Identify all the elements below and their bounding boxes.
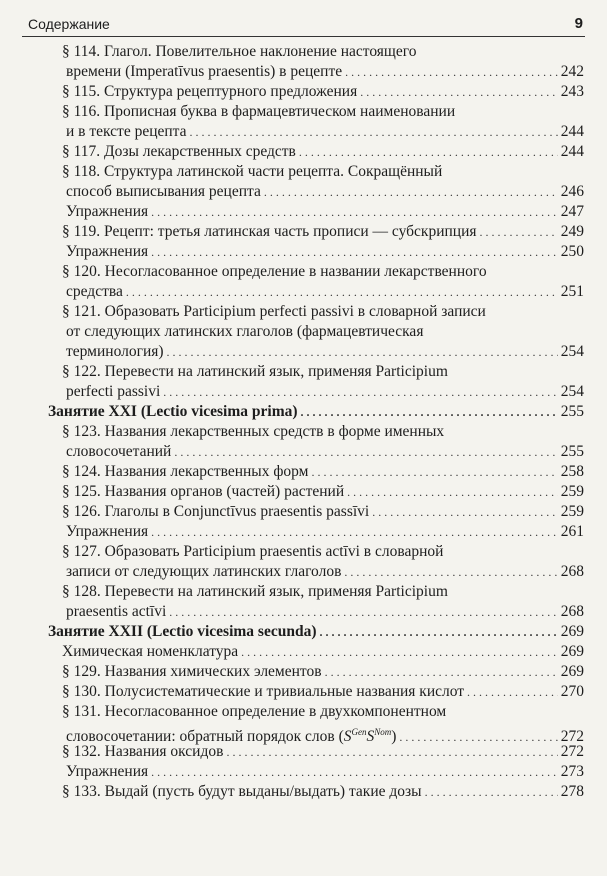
toc-entry-text: словосочетании: обратный порядок слов $(S^{Gen}S^{Nom})$ — [66, 727, 397, 746]
dot-leader — [299, 142, 558, 162]
toc-page-number: 249 — [560, 223, 584, 240]
toc-entry-127[interactable] — [44, 542, 584, 582]
dot-leader — [344, 562, 557, 582]
toc-entry-text: § 127. Образовать Participium praesentis actīvi в словарной — [62, 543, 444, 560]
toc-page-number: 255 — [560, 443, 584, 460]
dot-leader — [264, 182, 558, 202]
dot-leader — [169, 602, 557, 622]
toc-page-number: 254 — [560, 383, 584, 400]
page-header — [22, 14, 585, 37]
toc-page-number: 272 — [560, 728, 584, 746]
toc-page-number: 246 — [560, 183, 584, 200]
toc-page-number: 259 — [560, 503, 584, 520]
toc-page-number: 272 — [560, 743, 584, 760]
toc-page-number: 255 — [560, 403, 584, 420]
dot-leader — [190, 122, 558, 142]
toc-page-number: 273 — [560, 763, 584, 780]
toc-entry-114[interactable] — [44, 42, 584, 82]
toc-entry-131[interactable] — [44, 702, 584, 746]
toc-page-number: 269 — [560, 643, 584, 660]
toc-entry-text: § 132. Названия оксидов — [62, 743, 224, 760]
toc-entry-132[interactable] — [44, 742, 584, 762]
toc-entry-text: способ выписывания рецепта — [66, 183, 261, 200]
dot-leader — [174, 442, 557, 462]
toc-page-number: 251 — [560, 283, 584, 300]
toc-page-number: 268 — [560, 563, 584, 580]
dot-leader — [301, 402, 558, 422]
toc-page-number: 268 — [560, 603, 584, 620]
toc-entry-text: § 114. Глагол. Повелительное наклонение настоящего — [62, 43, 417, 60]
toc-entry-133[interactable] — [44, 782, 584, 802]
toc-entry-126[interactable] — [44, 502, 584, 522]
toc-entry-text: средства — [66, 283, 123, 300]
toc-entry-128[interactable] — [44, 582, 584, 622]
toc-entry-116[interactable] — [44, 102, 584, 142]
toc-entry-exercises[interactable] — [44, 202, 584, 222]
toc-entry-exercises[interactable] — [44, 762, 584, 782]
toc-entry-125[interactable] — [44, 482, 584, 502]
toc-page-number: 259 — [560, 483, 584, 500]
toc-page-number: 269 — [560, 623, 584, 640]
toc-chapter-22[interactable] — [44, 622, 584, 642]
toc-entry-text: § 131. Несогласованное определение в двухкомпонентном — [62, 703, 447, 720]
dot-leader — [345, 62, 558, 82]
toc-entry-text: Химическая номенклатура — [62, 643, 239, 660]
toc-entry-text: § 122. Перевести на латинский язык, применяя Participium — [62, 363, 448, 380]
toc-entry-text: от следующих латинских глаголов (фармацевтическая — [66, 323, 424, 340]
toc-page-number: 242 — [560, 63, 584, 80]
dot-leader — [311, 462, 557, 482]
toc-entry-text: и в тексте рецепта — [66, 123, 187, 140]
dot-leader — [325, 662, 558, 682]
dot-leader — [241, 642, 558, 662]
toc-entry-text: § 121. Образовать Participium perfecti passivi в словарной записи — [62, 303, 486, 320]
toc-entry-124[interactable] — [44, 462, 584, 482]
toc-entry-122[interactable] — [44, 362, 584, 402]
table-of-contents — [44, 42, 584, 802]
toc-chapter-21[interactable] — [44, 402, 584, 422]
toc-entry-text: § 118. Структура латинской части рецепта. Сокращённый — [62, 163, 443, 180]
dot-leader — [347, 482, 558, 502]
toc-entry-123[interactable] — [44, 422, 584, 462]
dot-leader — [163, 382, 557, 402]
toc-entry-text: терминология) — [66, 343, 164, 360]
dot-leader — [467, 682, 558, 702]
toc-page-number: 261 — [560, 523, 584, 540]
toc-entry-130[interactable] — [44, 682, 584, 702]
toc-page-number: 270 — [560, 683, 584, 700]
toc-page-number: 244 — [560, 143, 584, 160]
toc-entry-text: § 123. Названия лекарственных средств в форме именных — [62, 423, 445, 440]
toc-entry-text: § 124. Названия лекарственных форм — [62, 463, 309, 480]
toc-entry-text: § 129. Названия химических элементов — [62, 663, 322, 680]
toc-entry-text: § 116. Прописная буква в фармацевтическом наименовании — [62, 103, 456, 120]
toc-entry-text: § 126. Глаголы в Conjunctīvus praesentis passīvi — [62, 503, 370, 520]
toc-entry-exercises[interactable] — [44, 522, 584, 542]
toc-entry-text: § 120. Несогласованное определение в названии лекарственного — [62, 263, 487, 280]
toc-entry-119[interactable] — [44, 222, 584, 242]
toc-entry-text: Упражнения — [66, 523, 149, 540]
dot-leader — [319, 622, 557, 642]
chapter-title: Занятие XXI (Lectio vicesima prima) — [48, 403, 298, 420]
toc-entry-chemical-nomenclature[interactable] — [44, 642, 584, 662]
toc-page-number: 250 — [560, 243, 584, 260]
chapter-title: Занятие XXII (Lectio vicesima secunda) — [48, 623, 317, 640]
dot-leader — [425, 782, 558, 802]
toc-entry-text: § 117. Дозы лекарственных средств — [62, 143, 296, 160]
toc-page-number: 247 — [560, 203, 584, 220]
toc-entry-text: § 119. Рецепт: третья латинская часть прописи — субскрипция — [62, 223, 477, 240]
dot-leader — [151, 522, 558, 542]
toc-entry-118[interactable] — [44, 162, 584, 202]
toc-entry-exercises[interactable] — [44, 242, 584, 262]
toc-entry-text: § 133. Выдай (пусть будут выданы/выдать) такие дозы — [62, 783, 422, 800]
toc-entry-text: времени (Imperatīvus praesentis) в рецепте — [66, 63, 343, 80]
toc-entry-text: praesentis actīvi — [66, 603, 167, 620]
toc-page-number: 258 — [560, 463, 584, 480]
dot-leader — [167, 342, 558, 362]
page-number: 9 — [574, 15, 583, 32]
toc-page-number: 243 — [560, 83, 584, 100]
toc-entry-121[interactable] — [44, 302, 584, 362]
dot-leader — [480, 222, 558, 242]
toc-entry-text: Упражнения — [66, 243, 149, 260]
toc-entry-text: § 125. Названия органов (частей) растений — [62, 483, 345, 500]
toc-page-number: 254 — [560, 343, 584, 360]
toc-entry-text: Упражнения — [66, 203, 149, 220]
toc-entry-text: словосочетаний — [66, 443, 172, 460]
toc-entry-120[interactable] — [44, 262, 584, 302]
dot-leader — [360, 82, 558, 102]
dot-leader — [372, 502, 558, 522]
dot-leader — [151, 242, 558, 262]
toc-page-number: 269 — [560, 663, 584, 680]
toc-entry-text: § 130. Полусистематические и тривиальные названия кислот — [62, 683, 465, 700]
toc-page-number: 244 — [560, 123, 584, 140]
dot-leader — [151, 202, 558, 222]
dot-leader — [151, 762, 558, 782]
dot-leader — [126, 282, 558, 302]
toc-entry-text: § 115. Структура рецептурного предложения — [62, 83, 358, 100]
toc-entry-text: perfecti passivi — [66, 383, 161, 400]
toc-entry-129[interactable] — [44, 662, 584, 682]
toc-page-number: 278 — [560, 783, 584, 800]
toc-entry-text: записи от следующих латинских глаголов — [66, 563, 342, 580]
toc-entry-115[interactable] — [44, 82, 584, 102]
running-title: Содержание — [28, 16, 110, 32]
toc-entry-117[interactable] — [44, 142, 584, 162]
toc-entry-text: Упражнения — [66, 763, 149, 780]
toc-entry-text: § 128. Перевести на латинский язык, применяя Participium — [62, 583, 448, 600]
dot-leader — [226, 742, 557, 762]
